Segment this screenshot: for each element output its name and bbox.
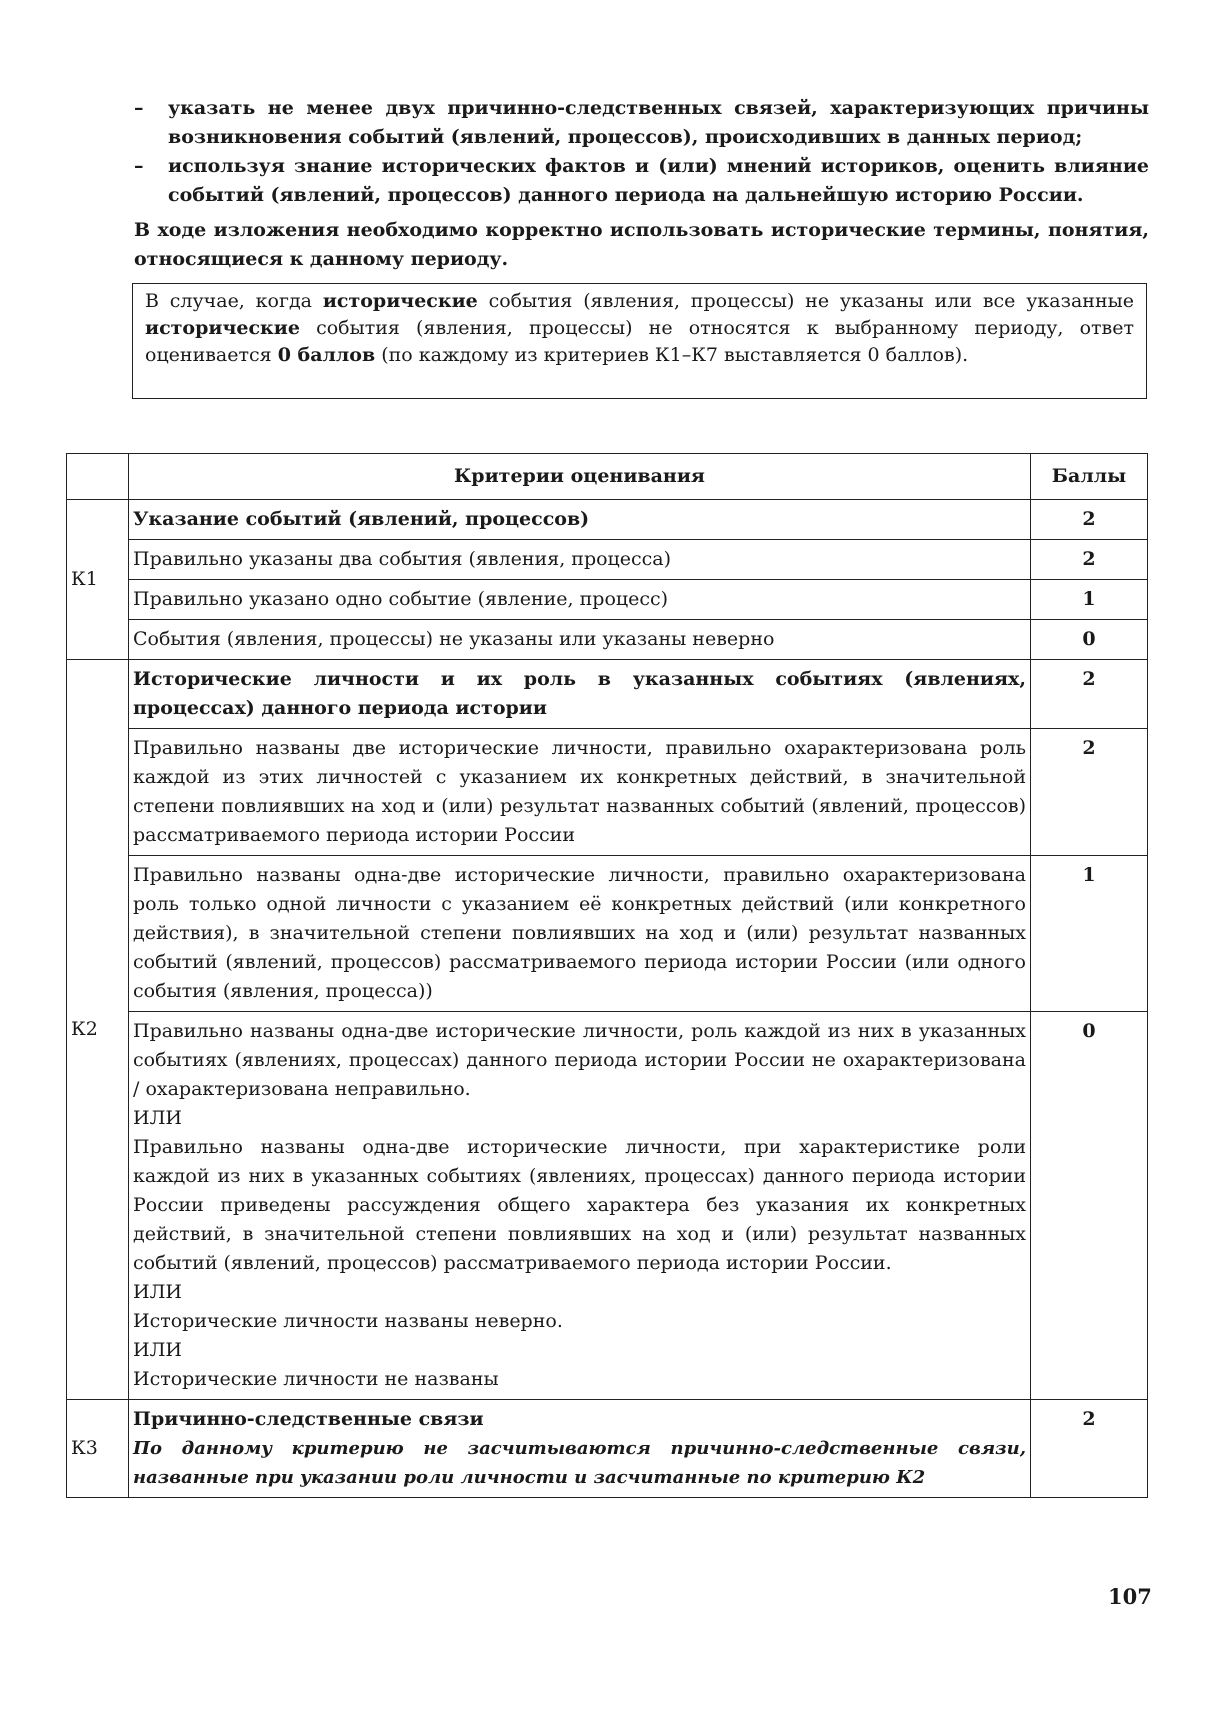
points-cell: 1 [1031,856,1148,1012]
or-separator: ИЛИ [133,1107,182,1129]
note-text: (по каждому из критериев К1–К7 выставляется 0 баллов). [375,344,969,366]
criterion-code-k1: К1 [67,500,129,660]
bullet-text: указать не менее двух причинно-следственных связей, характеризующих причины возникновения событий (явлений, процессов), происходивших в данных период; [168,97,1149,148]
note-text: В случае, когда [145,290,323,312]
zero-paragraph: Исторические личности названы неверно. [133,1310,563,1332]
intro-paragraph: В ходе изложения необходимо корректно использовать исторические термины, понятия, относящиеся к данному периоду. [134,219,1149,270]
bullet-item [134,152,1149,210]
points-cell: 2 [1031,1400,1148,1498]
or-separator: ИЛИ [133,1339,182,1361]
note-text: события (явления, процессы) не относятся к выбранному периоду, ответ оценивается [145,317,1134,366]
table-row [67,580,1148,620]
note-emphasis: 0 баллов [277,344,376,366]
table-row [67,660,1148,729]
table-row [67,856,1148,1012]
criterion-note: По данному критерию не засчитываются причинно-следственные связи, названные при указании роли личности и засчитанные по критерию К2 [133,1438,1026,1488]
criterion-k3-cell [129,1400,1031,1498]
intro-block [134,94,1149,274]
header-points: Баллы [1031,454,1148,500]
table-row [67,729,1148,856]
points-cell: 0 [1031,620,1148,660]
points-cell: 2 [1031,500,1148,540]
table-row [67,540,1148,580]
table-row [67,1012,1148,1400]
header-code-cell [67,454,129,500]
bullet-dash: – [134,97,144,119]
page-number: 107 [1108,1584,1152,1609]
note-text: события (явления, процессы) не указаны или все указанные [477,290,1134,312]
points-cell: 2 [1031,729,1148,856]
or-separator: ИЛИ [133,1281,182,1303]
zero-paragraph: Правильно названы одна-две исторические личности, при характеристике роли каждой из них в указанных событиях (явлениях, процессах) данного периода истории России приведены рассуждения общего характера без указания их конкретных действий, в значительной степени повлиявших на ход и (или) результат названных событий (явлений, процессов) рассматриваемого периода истории России. [133,1136,1026,1274]
criterion-title: Причинно-следственные связи [133,1408,484,1430]
criterion-code-k2: К2 [67,660,129,1400]
zero-paragraph: Исторические личности не названы [133,1368,499,1390]
table-row [67,500,1148,540]
criterion-description-zero [129,1012,1031,1400]
note-emphasis: исторические [145,317,300,339]
points-cell: 2 [1031,660,1148,729]
table-header-row [67,454,1148,500]
bullet-dash: – [134,155,144,177]
points-cell: 0 [1031,1012,1148,1400]
table-row [67,1400,1148,1498]
criterion-description: События (явления, процессы) не указаны или указаны неверно [129,620,1031,660]
zero-paragraph: Правильно названы одна-две исторические личности, роль каждой из них в указанных событиях (явлениях, процессах) данного периода истории России не охарактеризована / охарактеризована неправильно. [133,1020,1026,1100]
bullet-item [134,94,1149,152]
header-criteria: Критерии оценивания [129,454,1031,500]
criterion-description: Правильно указано одно событие (явление, процесс) [129,580,1031,620]
criterion-code-k3: К3 [67,1400,129,1498]
note-emphasis: исторические [322,290,478,312]
criterion-description: Правильно названы две исторические личности, правильно охарактеризована роль каждой из этих личностей с указанием их конкретных действий, в значительной степени повлиявших на ход и (или) результат названных событий (явлений, процессов) рассматриваемого периода истории России [129,729,1031,856]
table-row [67,620,1148,660]
bullet-text: используя знание исторических фактов и (или) мнений историков, оценить влияние событий (явлений, процессов) данного периода на дальнейшую историю России. [168,155,1149,206]
criterion-title: Указание событий (явлений, процессов) [129,500,1031,540]
points-cell: 2 [1031,540,1148,580]
criteria-table [66,453,1148,1498]
criterion-title: Исторические личности и их роль в указанных событиях (явлениях, процессах) данного периода истории [129,660,1031,729]
points-cell: 1 [1031,580,1148,620]
criterion-description: Правильно названы одна-две исторические личности, правильно охарактеризована роль только одной личности с указанием её конкретных действий (или конкретного действия), в значительной степени повлиявших на ход и (или) результат названных событий (явлений, процессов) рассматриваемого периода истории России (или одного события (явления, процесса)) [129,856,1031,1012]
note-box [132,283,1147,399]
criterion-description: Правильно указаны два события (явления, процесса) [129,540,1031,580]
